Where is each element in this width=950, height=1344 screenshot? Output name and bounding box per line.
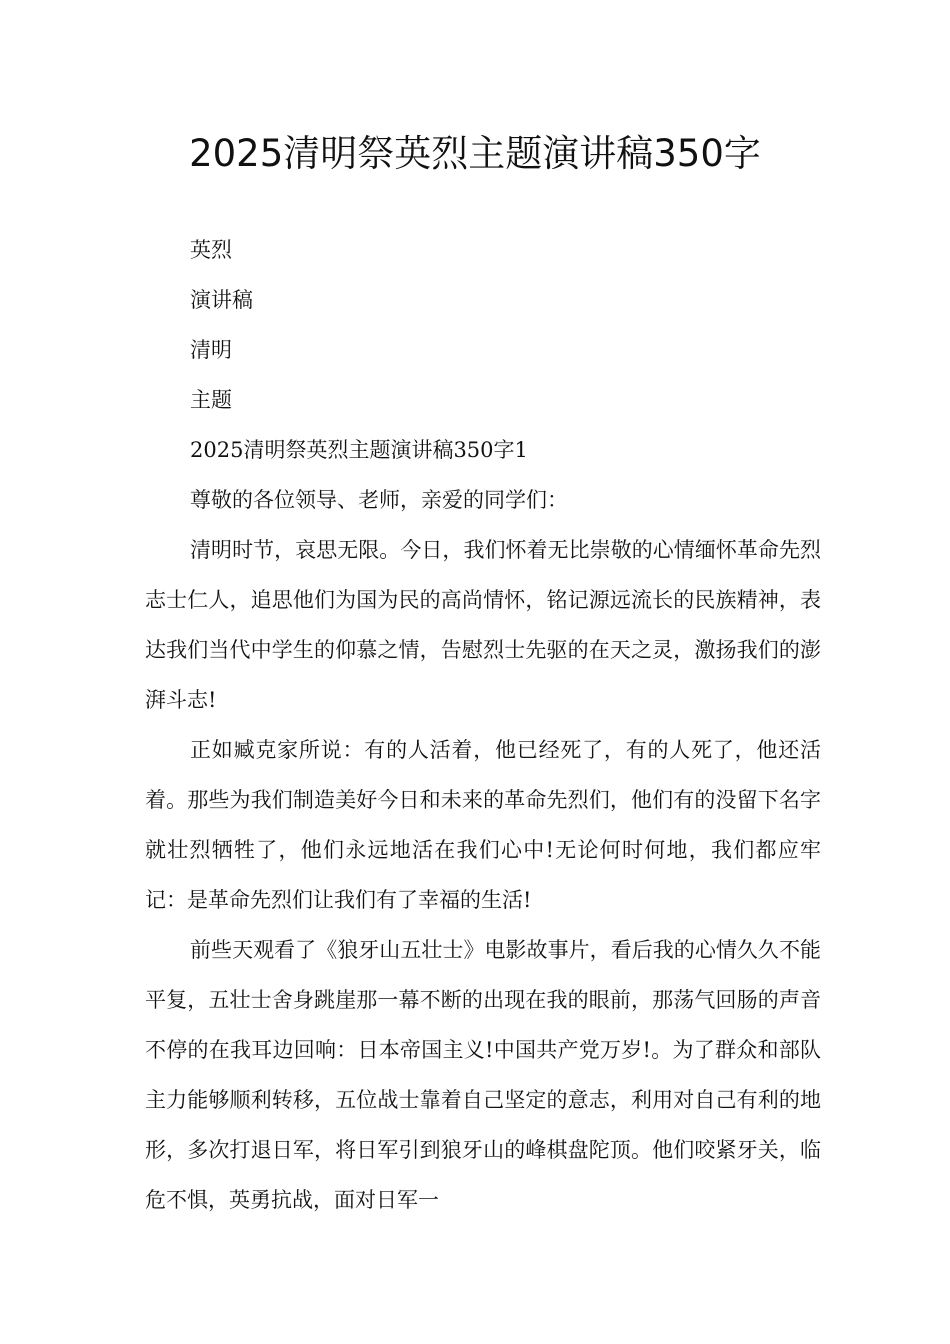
paragraph: 清明时节，哀思无限。今日，我们怀着无比崇敬的心情缅怀革命先烈志士仁人，追思他们为国为民的高尚情怀，铭记源远流长的民族精神，表达我们当代中学生的仰慕之情，告慰烈士先驱的在天之灵，激扬我们的澎湃斗志! — [145, 538, 821, 712]
keyword-line: 清明 — [190, 338, 232, 362]
keyword-line: 英烈 — [190, 238, 232, 262]
paragraph: 前些天观看了《狼牙山五壮士》电影故事片，看后我的心情久久不能平复，五壮士舍身跳崖那一幕不断的出现在我的眼前，那荡气回肠的声音不停的在我耳边回响：日本帝国主义!中国共产党万岁!。为了群众和部队主力能够顺利转移，五位战士靠着自己坚定的意志，利用对自己有利的地形，多次打退日军，将日军引到狼牙山的峰棋盘陀顶。他们咬紧牙关，临危不惧，英勇抗战，面对日军一 — [145, 938, 821, 1212]
paragraph: 正如臧克家所说：有的人活着，他已经死了，有的人死了，他还活着。那些为我们制造美好今日和未来的革命先烈们，他们有的没留下名字就壮烈牺牲了，他们永远地活在我们心中!无论何时何地，我们都应牢记：是革命先烈们让我们有了幸福的生活! — [145, 738, 821, 912]
section-subtitle: 2025清明祭英烈主题演讲稿350字1 — [190, 438, 528, 462]
document-title: 2025清明祭英烈主题演讲稿350字 — [189, 132, 761, 175]
salutation: 尊敬的各位领导、老师，亲爱的同学们： — [190, 488, 568, 512]
keyword-line: 演讲稿 — [190, 288, 253, 312]
document-body — [145, 225, 821, 1225]
keyword-line: 主题 — [190, 388, 232, 412]
